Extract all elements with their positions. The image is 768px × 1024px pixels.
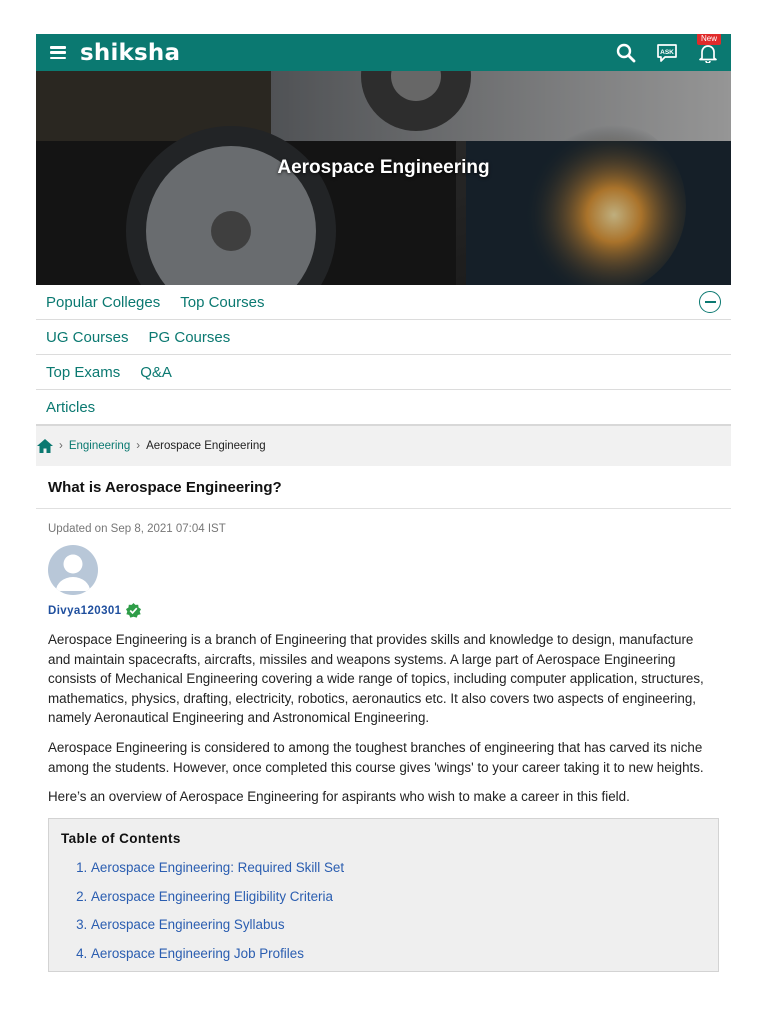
toc-item-link[interactable]: Aerospace Engineering Syllabus — [91, 917, 285, 933]
hero-title: Aerospace Engineering — [277, 157, 490, 178]
nav-link-qa[interactable]: Q&A — [140, 363, 172, 381]
hero-banner — [36, 71, 731, 285]
page — [36, 34, 731, 990]
breadcrumb-current: Aerospace Engineering — [146, 440, 266, 452]
nav-link-articles[interactable]: Articles — [46, 398, 96, 416]
nav-link-top-exams[interactable]: Top Exams — [46, 363, 121, 381]
author — [48, 603, 719, 618]
nav-link-top-courses[interactable]: Top Courses — [180, 293, 265, 311]
breadcrumb — [36, 424, 731, 466]
hamburger-menu-icon[interactable] — [50, 46, 66, 59]
author-name[interactable]: Divya120301 — [48, 604, 122, 617]
ask-icon[interactable] — [656, 42, 678, 64]
article-paragraph: Aerospace Engineering is considered to among the toughest branches of engineering that has carved its niche among the students. However, once completed this course gives 'wings' to your career taking it to new heights. — [48, 739, 704, 775]
chevron-right-icon: › — [136, 440, 141, 452]
home-icon[interactable] — [37, 439, 53, 453]
article-title: What is Aerospace Engineering? — [36, 466, 731, 509]
top-icons — [615, 34, 731, 71]
toc-item-link[interactable]: Aerospace Engineering Eligibility Criteria — [91, 888, 333, 904]
notification-bell[interactable] — [697, 34, 719, 64]
toc-item[interactable] — [91, 911, 706, 940]
svg-text:ASK: ASK — [660, 48, 674, 56]
search-icon[interactable] — [615, 42, 637, 64]
verified-check-icon — [126, 603, 141, 618]
nav-row-2 — [36, 320, 731, 355]
article-paragraph: Here’s an overview of Aerospace Engineering for aspirants who wish to make a career in this field. — [48, 789, 630, 805]
nav-row-3 — [36, 355, 731, 390]
bell-icon — [698, 43, 718, 63]
updated-date: Updated on Sep 8, 2021 07:04 IST — [48, 523, 226, 535]
nav-row-4 — [36, 390, 731, 424]
toc-item-link[interactable]: Aerospace Engineering: Required Skill Set — [91, 859, 345, 875]
toc-item-link[interactable]: Aerospace Engineering Job Profiles — [91, 946, 304, 962]
breadcrumb-engineering[interactable]: Engineering — [68, 440, 131, 452]
table-of-contents — [48, 818, 719, 972]
avatar[interactable] — [48, 545, 98, 595]
toc-item[interactable] — [91, 854, 706, 883]
new-badge: New — [697, 34, 721, 45]
nav-link-pg-courses[interactable]: PG Courses — [148, 328, 231, 346]
article-content — [36, 523, 731, 972]
user-icon — [48, 545, 98, 595]
toc-list — [61, 854, 706, 969]
toc-item[interactable] — [91, 883, 706, 912]
site-logo[interactable]: shiksha — [80, 39, 181, 66]
chevron-right-icon: › — [59, 440, 63, 452]
nav-row-1 — [36, 285, 731, 320]
top-bar — [36, 34, 731, 71]
minus-icon — [705, 301, 716, 303]
nav-link-ug-courses[interactable]: UG Courses — [46, 328, 129, 346]
nav-link-popular-colleges[interactable]: Popular Colleges — [46, 293, 161, 311]
toc-title: Table of Contents — [61, 830, 181, 846]
toc-item[interactable] — [91, 940, 706, 969]
collapse-nav-button[interactable] — [699, 291, 721, 313]
article-paragraph: Aerospace Engineering is a branch of Engineering that provides skills and knowledge to design, manufacture and maintain spacecrafts, aircrafts, missiles and weapons systems. A large part of Aerospace Engineering consists of Mechanical Engineering covering a wide range of topics, including computer application, structures, mathematics, physics, drafting, electricity, robotics, aeronautics etc. It also covers two aspects of engineering, namely Aeronautical Engineering and Astronomical Engineering. — [48, 632, 704, 726]
